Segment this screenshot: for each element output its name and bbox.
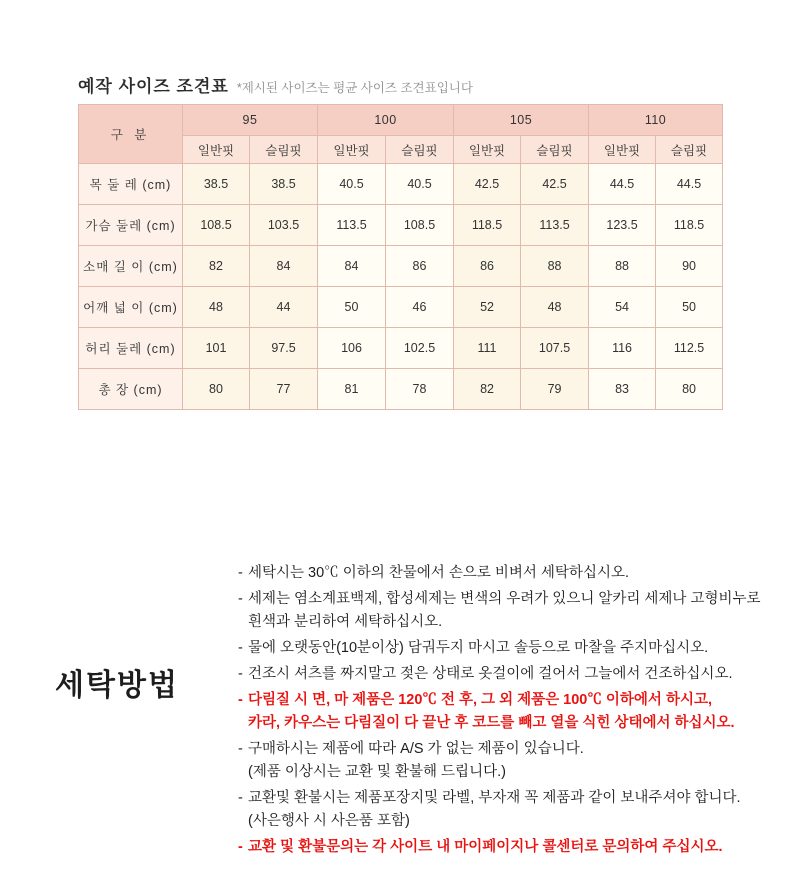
- header-fit-100-regular: 일반핏: [318, 136, 386, 164]
- dash-bullet: -: [238, 741, 243, 757]
- header-size-110: 110: [589, 105, 723, 136]
- list-item-text: 구매하시는 제품에 따라 A/S 가 없는 제품이 있습니다.: [248, 741, 584, 757]
- list-item: [238, 637, 778, 660]
- dash-bullet: -: [238, 591, 243, 607]
- dash-bullet: -: [238, 839, 243, 855]
- table-cell: 106: [318, 328, 386, 369]
- table-row: [79, 246, 723, 287]
- table-cell: 44.5: [656, 164, 723, 205]
- table-row: [79, 205, 723, 246]
- table-cell: 84: [250, 246, 318, 287]
- list-item: [238, 663, 778, 686]
- size-table: [78, 104, 723, 410]
- table-cell: 108.5: [386, 205, 454, 246]
- table-cell: 46: [386, 287, 454, 328]
- list-item-subtext: (제품 이상시는 교환 및 환불해 드립니다.): [248, 764, 506, 780]
- table-cell: 107.5: [521, 328, 589, 369]
- header-fit-105-regular: 일반핏: [454, 136, 521, 164]
- list-item-subtext: (사은행사 시 사은품 포함): [248, 813, 410, 829]
- header-fit-110-regular: 일반핏: [589, 136, 656, 164]
- table-cell: 86: [454, 246, 521, 287]
- header-fit-95-regular: 일반핏: [183, 136, 250, 164]
- table-cell: 44: [250, 287, 318, 328]
- washing-title: 세탁방법: [55, 669, 179, 702]
- header-gubun: 구 분: [79, 105, 183, 164]
- table-header-group-row: [79, 105, 723, 136]
- dash-bullet: -: [238, 666, 243, 682]
- table-cell: 101: [183, 328, 250, 369]
- table-cell: 123.5: [589, 205, 656, 246]
- header-size-105: 105: [454, 105, 589, 136]
- list-item-subtext: 카라, 카우스는 다림질이 다 끝난 후 코드를 빼고 열을 식힌 상태에서 하십시오.: [248, 715, 735, 731]
- table-cell: 116: [589, 328, 656, 369]
- list-item-text: 교환 및 환불문의는 각 사이트 내 마이페이지나 콜센터로 문의하여 주십시오.: [248, 839, 723, 855]
- table-cell: 90: [656, 246, 723, 287]
- row-label: 목 둘 레 (cm): [79, 164, 183, 205]
- list-item-text: 건조시 셔츠를 짜지말고 젖은 상태로 옷걸이에 걸어서 그늘에서 건조하십시오.: [248, 666, 733, 682]
- chart-note: *제시된 사이즈는 평균 사이즈 조견표입니다: [236, 81, 473, 95]
- list-item-text: 물에 오랫동안(10분이상) 담궈두지 마시고 솔등으로 마찰을 주지마십시오.: [248, 640, 709, 656]
- header-size-100: 100: [318, 105, 454, 136]
- list-item-text: 다림질 시 면, 마 제품은 120℃ 전 후, 그 외 제품은 100℃ 이하에서 하시고,: [248, 692, 713, 708]
- table-cell: 86: [386, 246, 454, 287]
- table-cell: 38.5: [250, 164, 318, 205]
- table-cell: 79: [521, 369, 589, 410]
- list-item: [238, 738, 778, 784]
- list-item-text: 세탁시는 30℃ 이하의 찬물에서 손으로 비벼서 세탁하십시오.: [248, 565, 629, 581]
- table-cell: 108.5: [183, 205, 250, 246]
- table-cell: 97.5: [250, 328, 318, 369]
- table-cell: 88: [589, 246, 656, 287]
- table-cell: 118.5: [656, 205, 723, 246]
- table-cell: 50: [318, 287, 386, 328]
- list-item-text: 교환및 환불시는 제품포장지및 라벨, 부자재 꼭 제품과 같이 보내주셔야 합니다.: [248, 790, 741, 806]
- table-cell: 103.5: [250, 205, 318, 246]
- dash-bullet: -: [238, 790, 243, 806]
- table-row: [79, 287, 723, 328]
- header-fit-100-slim: 슬림핏: [386, 136, 454, 164]
- table-cell: 82: [454, 369, 521, 410]
- table-cell: 102.5: [386, 328, 454, 369]
- washing-list: [238, 562, 778, 862]
- table-cell: 82: [183, 246, 250, 287]
- table-cell: 88: [521, 246, 589, 287]
- row-label: 허리 둘레 (cm): [79, 328, 183, 369]
- dash-bullet: -: [238, 565, 243, 581]
- table-cell: 113.5: [521, 205, 589, 246]
- header-fit-110-slim: 슬림핏: [656, 136, 723, 164]
- list-item-highlighted: [238, 836, 778, 859]
- chart-heading: [78, 72, 473, 97]
- row-label: 총 장 (cm): [79, 369, 183, 410]
- table-cell: 44.5: [589, 164, 656, 205]
- dash-bullet: -: [238, 692, 243, 708]
- table-cell: 48: [183, 287, 250, 328]
- list-item: [238, 562, 778, 585]
- table-cell: 42.5: [521, 164, 589, 205]
- table-cell: 113.5: [318, 205, 386, 246]
- table-cell: 52: [454, 287, 521, 328]
- table-cell: 112.5: [656, 328, 723, 369]
- header-fit-105-slim: 슬림핏: [521, 136, 589, 164]
- list-item-highlighted: [238, 689, 778, 735]
- list-item-subtext: 흰색과 분리하여 세탁하십시오.: [248, 614, 443, 630]
- table-cell: 50: [656, 287, 723, 328]
- table-row: [79, 369, 723, 410]
- list-item-text: 세제는 염소계표백제, 합성세제는 변색의 우려가 있으니 알카리 세제나 고형비누로: [248, 591, 761, 607]
- table-row: [79, 164, 723, 205]
- table-cell: 48: [521, 287, 589, 328]
- header-fit-95-slim: 슬림핏: [250, 136, 318, 164]
- table-row: [79, 328, 723, 369]
- table-cell: 81: [318, 369, 386, 410]
- table-cell: 40.5: [386, 164, 454, 205]
- list-item: [238, 787, 778, 833]
- dash-bullet: -: [238, 640, 243, 656]
- table-cell: 54: [589, 287, 656, 328]
- chart-title: 예작 사이즈 조견표: [78, 77, 229, 96]
- table-cell: 42.5: [454, 164, 521, 205]
- table-cell: 40.5: [318, 164, 386, 205]
- table-cell: 84: [318, 246, 386, 287]
- list-item: [238, 588, 778, 634]
- header-size-95: 95: [183, 105, 318, 136]
- row-label: 어깨 넓 이 (cm): [79, 287, 183, 328]
- row-label: 소매 길 이 (cm): [79, 246, 183, 287]
- table-cell: 78: [386, 369, 454, 410]
- table-cell: 77: [250, 369, 318, 410]
- table-cell: 118.5: [454, 205, 521, 246]
- table-cell: 38.5: [183, 164, 250, 205]
- table-cell: 111: [454, 328, 521, 369]
- table-cell: 80: [183, 369, 250, 410]
- row-label: 가슴 둘레 (cm): [79, 205, 183, 246]
- table-cell: 80: [656, 369, 723, 410]
- table-cell: 83: [589, 369, 656, 410]
